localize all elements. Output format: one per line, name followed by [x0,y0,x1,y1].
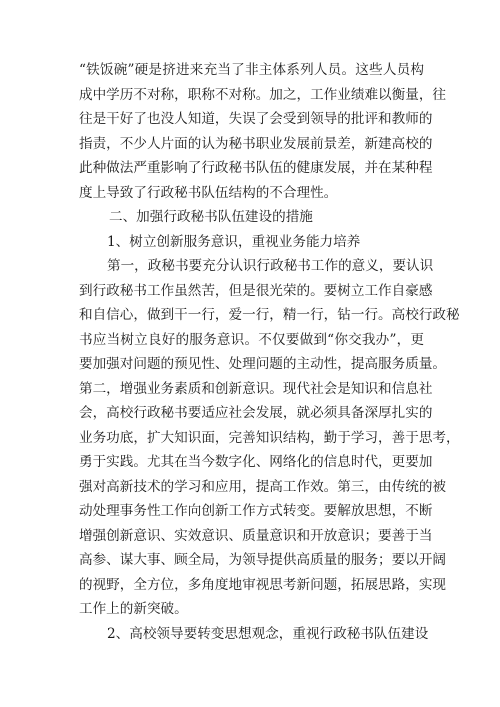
paragraph-2-line-9: 勇于实践。尤其在当今数字化、网络化的信息时代，更要加 [79,454,433,470]
paragraph-1-line-6: 度上导致了行政秘书队伍结构的不合理性。 [79,185,338,201]
paragraph-2-line-11: 动处理事务性工作向创新工作方式转变。要解放思想，不断 [79,503,433,519]
section-heading: 二、加强行政秘书队伍建设的措施 [109,209,313,225]
paragraph-2-line-7: 会，高校行政秘书要适应社会发展，就必须具备深厚扎实的 [79,405,433,421]
paragraph-1-line-4: 指责，不少人片面的认为秘书职业发展前景差，新建高校的 [79,136,433,152]
subheading-1: 1、树立创新服务意识，重视业务能力培养 [107,234,361,250]
paragraph-2-line-8: 业务功底，扩大知识面，完善知识结构，勤于学习，善于思考， [79,430,460,446]
paragraph-2-line-10: 强对高新技术的学习和应用，提高工作效。第三，由传统的被 [79,479,447,495]
paragraph-2-line-4: 书应当树立良好的服务意识。不仅要做到“你交我办”，更 [79,332,424,348]
paragraph-2-line-5: 要加强对问题的预见性、处理问题的主动性，提高服务质量。 [79,356,447,372]
paragraph-1-line-5: 此种做法严重影响了行政秘书队伍的健康发展，并在某种程 [79,160,433,176]
subheading-2: 2、高校领导要转变思想观念，重视行政秘书队伍建设 [107,626,429,642]
paragraph-2-line-13: 高参、谋大事、顾全局，为领导提供高质量的服务；要以开阔 [79,552,447,568]
paragraph-2-line-6: 第二，增强业务素质和创新意识。现代社会是知识和信息社 [79,381,433,397]
paragraph-2-line-15: 工作上的新突破。 [79,601,188,617]
paragraph-1-line-2: 成中学历不对称，职称不对称。加之，工作业绩难以衡量，往 [79,87,447,103]
paragraph-2-line-2: 到行政秘书工作虽然苦，但是很光荣的。要树立工作自豪感 [79,283,433,299]
paragraph-2-line-14: 的视野，全方位，多角度地审视思考新问题，拓展思路，实现 [79,577,447,593]
paragraph-1-line-3: 往是干好了也没人知道，失误了会受到领导的批评和教师的 [79,111,433,127]
paragraph-1-line-1: “铁饭碗”硬是挤进来充当了非主体系列人员。这些人员构 [79,62,424,78]
paragraph-2-line-12: 增强创新意识、实效意识、质量意识和开放意识；要善于当 [79,528,433,544]
paragraph-2-line-1: 第一，政秘书要充分认识行政秘书工作的意义，要认识 [107,258,434,274]
paragraph-2-line-3: 和自信心，做到干一行，爱一行，精一行，钻一行。高校行政秘 [79,307,460,323]
